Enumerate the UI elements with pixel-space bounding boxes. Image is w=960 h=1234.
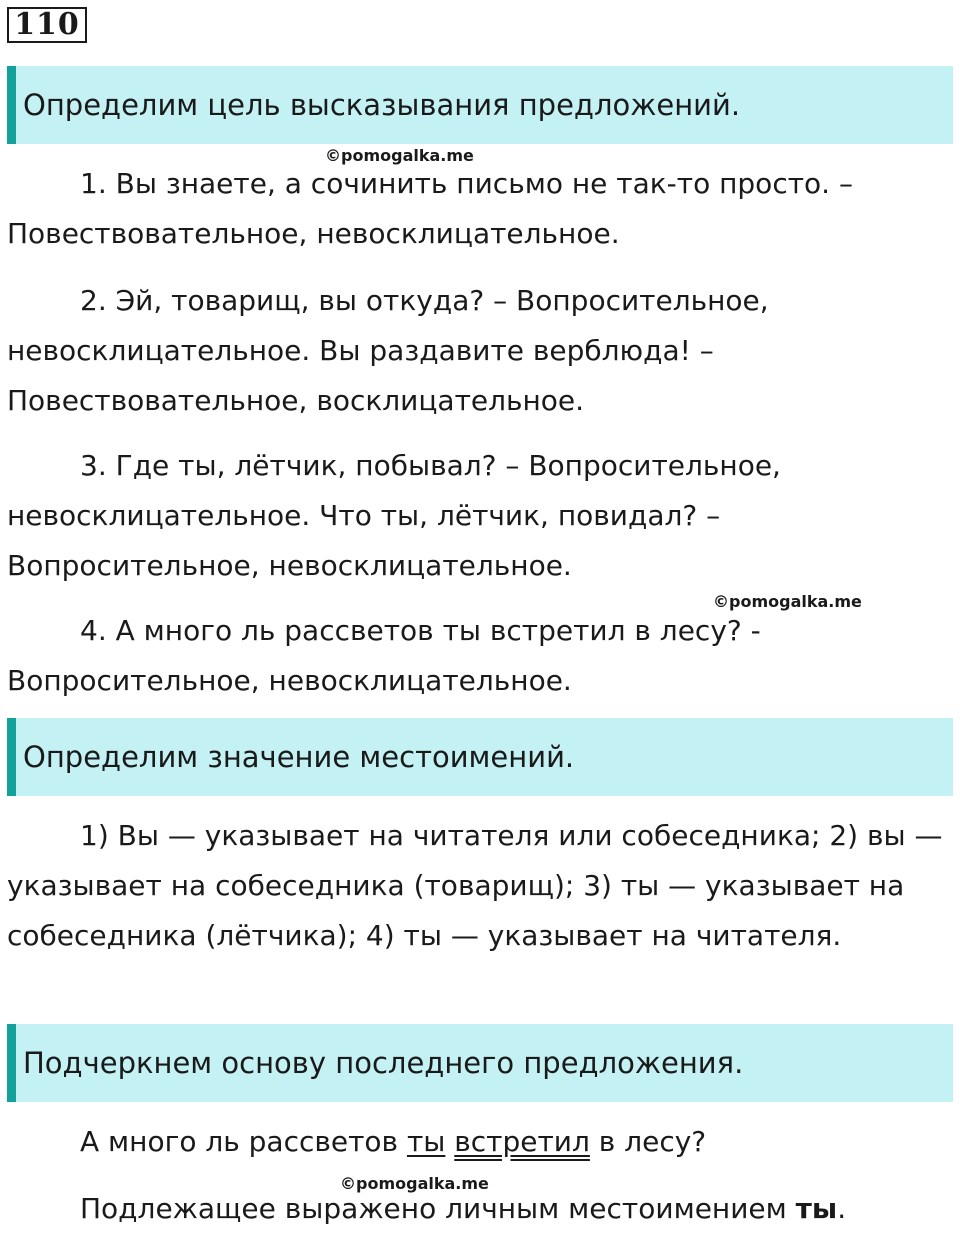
section-header-pronoun-meaning: Определим значение местоимений. bbox=[7, 718, 953, 796]
predicate-underlined: встретил bbox=[454, 1125, 590, 1158]
conclusion bbox=[80, 1184, 846, 1234]
sentence-space bbox=[445, 1125, 454, 1158]
watermark: ©pomogalka.me bbox=[713, 592, 862, 611]
last-sentence bbox=[80, 1117, 706, 1167]
answer-item-3: 3. Где ты, лётчик, побывал? – Вопросительное, невосклицательное. Что ты, лётчик, повидал? – Вопросительное, невосклицательное. bbox=[7, 449, 781, 582]
exercise-number: 110 bbox=[7, 7, 87, 43]
section-header-sentence-purpose: Определим цель высказывания предложений. bbox=[7, 66, 953, 144]
conclusion-text: Подлежащее выражено личным местоимением bbox=[80, 1192, 796, 1225]
conclusion-bold-word: ты bbox=[795, 1192, 838, 1225]
conclusion-end: . bbox=[837, 1192, 847, 1225]
answer-item-2: 2. Эй, товарищ, вы откуда? – Вопросительное, невосклицательное. Вы раздавите верблюда! – Повествовательное, восклицательное. bbox=[7, 284, 769, 417]
pronoun-meaning-text: 1) Вы — указывает на читателя или собеседника; 2) вы — указывает на собеседника (товарищ); 3) ты — указывает на собеседника (лётчика); 4) ты — указывает на читателя. bbox=[7, 819, 943, 952]
answer-item-1: 1. Вы знаете, а сочинить письмо не так-то просто. – Повествовательное, невосклицательное. bbox=[7, 167, 853, 250]
sentence-end: в лесу? bbox=[589, 1125, 707, 1158]
watermark: ©pomogalka.me bbox=[325, 146, 474, 165]
section-header-sentence-base: Подчеркнем основу последнего предложения. bbox=[7, 1024, 953, 1102]
answer-item-4: 4. А много ль рассветов ты встретил в лесу? - Вопросительное, невосклицательное. bbox=[7, 614, 761, 697]
watermark: ©pomogalka.me bbox=[340, 1174, 489, 1193]
subject-underlined: ты bbox=[406, 1125, 446, 1158]
sentence-start: А много ль рассветов bbox=[80, 1125, 407, 1158]
